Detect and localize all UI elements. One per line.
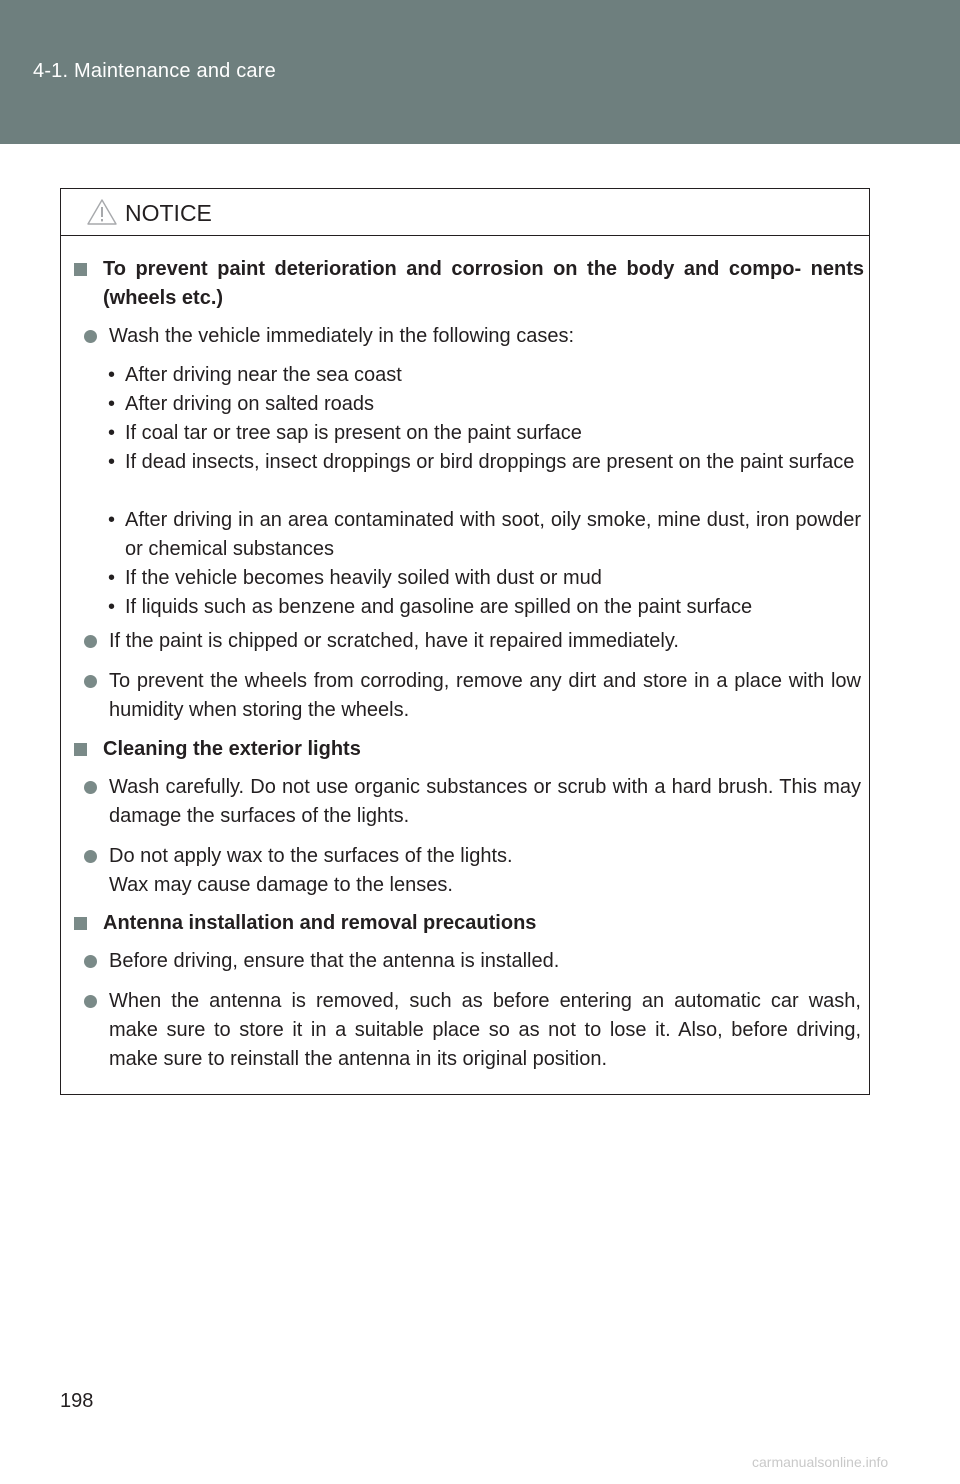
list-item: Do not apply wax to the surfaces of the lights. Wax may cause damage to the lenses. bbox=[84, 842, 861, 900]
square-bullet-icon bbox=[74, 917, 87, 930]
sub-list-item: • If dead insects, insect droppings or bird droppings are present on the paint surface bbox=[108, 451, 855, 473]
list-item: Wash carefully. Do not use organic substances or scrub with a hard brush. This may damage the surfaces of the lights. bbox=[84, 773, 861, 831]
list-item: If the paint is chipped or scratched, have it repaired immediately. bbox=[84, 627, 861, 656]
list-item: Wash the vehicle immediately in the following cases: bbox=[84, 322, 861, 351]
section-heading-lights: Cleaning the exterior lights bbox=[74, 735, 864, 764]
list-item: To prevent the wheels from corroding, remove any dirt and store in a place with low humidity when storing the wheels. bbox=[84, 667, 861, 725]
page-number: 198 bbox=[60, 1390, 94, 1412]
round-bullet-icon bbox=[84, 675, 97, 688]
list-item: When the antenna is removed, such as before entering an automatic car wash, make sure to store it in a suitable place so as not to lose it. Also, before driving, make sure to reinstall the antenna in its original position. bbox=[84, 987, 861, 1074]
section-title: 4-1. Maintenance and care bbox=[33, 60, 276, 82]
sub-list-item: • After driving on salted roads bbox=[108, 393, 375, 415]
page-header bbox=[0, 0, 960, 144]
section-heading-antenna: Antenna installation and removal precautions bbox=[74, 909, 864, 938]
round-bullet-icon bbox=[84, 850, 97, 863]
round-bullet-icon bbox=[84, 995, 97, 1008]
round-bullet-icon bbox=[84, 330, 97, 343]
square-bullet-icon bbox=[74, 743, 87, 756]
list-item: Before driving, ensure that the antenna is installed. bbox=[84, 947, 861, 976]
notice-label: NOTICE bbox=[125, 200, 212, 226]
sub-list-item: • After driving in an area contaminated with soot, oily smoke, mine dust, iron powder or chemical substances bbox=[108, 509, 861, 560]
sub-list-item: • If liquids such as benzene and gasoline are spilled on the paint surface bbox=[108, 596, 753, 618]
sub-list-item: • If the vehicle becomes heavily soiled with dust or mud bbox=[108, 567, 602, 589]
round-bullet-icon bbox=[84, 635, 97, 648]
sub-list-item: • If coal tar or tree sap is present on the paint surface bbox=[108, 422, 582, 444]
square-bullet-icon bbox=[74, 263, 87, 276]
round-bullet-icon bbox=[84, 781, 97, 794]
round-bullet-icon bbox=[84, 955, 97, 968]
sub-list-item: • After driving near the sea coast bbox=[108, 364, 402, 386]
notice-box bbox=[60, 188, 870, 1095]
section-heading-paint: To prevent paint deterioration and corrosion on the body and compo- nents (wheels etc.) bbox=[74, 255, 864, 313]
warning-triangle-icon bbox=[86, 198, 118, 226]
watermark: carmanualsonline.info bbox=[752, 1454, 889, 1470]
notice-header bbox=[61, 189, 869, 236]
